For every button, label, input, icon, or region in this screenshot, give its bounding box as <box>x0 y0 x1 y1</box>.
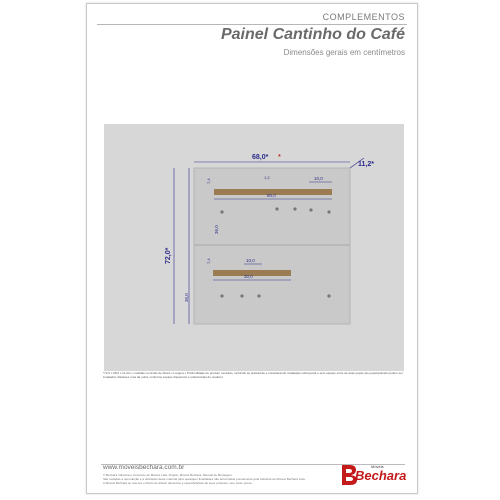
hook-icon <box>327 210 330 213</box>
shelf2-depth-label: 10,0 <box>246 258 255 263</box>
hook-icon <box>309 208 312 211</box>
legal-line: © Bechara Indústria e Comércio de Móveis Ltda. Projeto: Móveis Bechara. Manual de Montagem. <box>103 473 233 477</box>
shelf2-width-label: 30,0 <box>244 274 253 279</box>
hook-icon <box>257 294 260 297</box>
depth-label: 11,2* <box>358 161 374 168</box>
hook-icon <box>220 210 223 213</box>
brand-small: Móveis <box>371 464 384 469</box>
shelf1-thickness-label: 1,2 <box>264 175 270 180</box>
shelf1-width-label: 60,0 <box>267 193 276 198</box>
height-label: 72,0* <box>165 247 172 264</box>
catalog-sheet <box>86 3 418 494</box>
section-label: COMPLEMENTOS <box>322 12 405 22</box>
footnote: *72,0 x 68,0 x 11,2cm: medidas nominais de Altura x Largura x Profundidade do produto montado, incluindo as prateleiras e considerando instalação sobreposta e sem espaço entre as duas peças (as peças/painéis podem ser instalados distantes uma da outra, conforme espaço disponível e preferências do usuário). <box>103 371 403 379</box>
website-link[interactable]: www.moveisbechara.com.br <box>103 464 185 471</box>
technical-drawing <box>104 124 404 371</box>
lower-panel <box>194 245 350 324</box>
header-divider <box>97 24 407 25</box>
bechara-logo <box>339 462 415 488</box>
hook-icon <box>240 294 243 297</box>
hook-icon <box>220 294 223 297</box>
legal-line: São vedadas a reprodução e a utilização deste material para quaisquer finalidades não autorizadas previamente pela Indústria de Móveis Bechara Ltda. <box>103 476 306 481</box>
hook-icon <box>293 207 296 210</box>
width-star: * <box>278 154 281 161</box>
page-title: Painel Cantinho do Café <box>220 26 405 43</box>
hook-icon <box>327 294 330 297</box>
mid-gap-label: 7,4 <box>206 258 211 264</box>
shelf1-depth-label: 10,0 <box>314 176 323 181</box>
top-gap-label: 7,4 <box>206 178 211 184</box>
legal-line: A Móveis Bechara se reserva o direito de alterar desenhos e especificações de seus produtos, sem aviso prévio. <box>103 480 253 485</box>
panel-diagram <box>104 124 404 371</box>
upper-section-label: 36,0 <box>214 225 219 234</box>
brand-name: Bechara <box>355 468 407 483</box>
hook-icon <box>275 207 278 210</box>
page-subtitle: Dimensões gerais em centímetros <box>283 48 405 57</box>
legal-text <box>103 474 313 485</box>
width-label: 68,0* <box>252 154 269 161</box>
lower-section-label: 36,0 <box>184 293 189 302</box>
